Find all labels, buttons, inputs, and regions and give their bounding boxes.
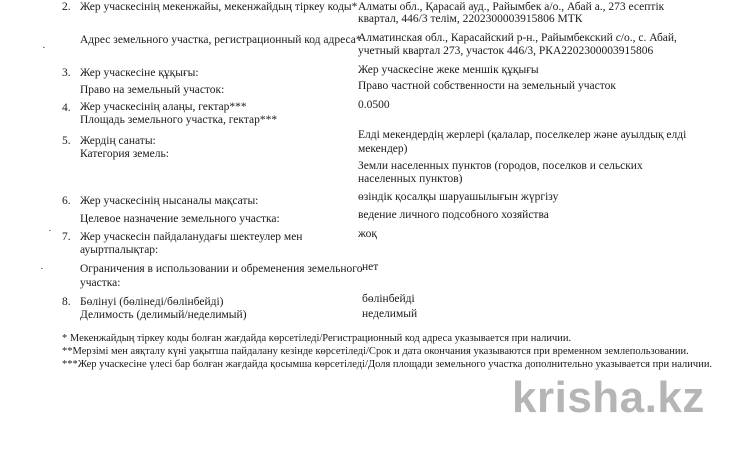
krisha-watermark-logo [512, 373, 705, 423]
row6-value-kz: өзіндік қосалқы шаруашылығын жүргізу [358, 191, 559, 203]
watermark-dot: . [644, 373, 658, 422]
row6-label-ru: Целевое назначение земельного участка: [80, 213, 280, 225]
row2-value-ru-line2: учетный квартал 273, участок 446/3, РКА2202300003915806 [358, 45, 654, 57]
row4-value: 0.0500 [358, 99, 390, 111]
row5-value-kz-line2: мекендер) [358, 143, 408, 155]
row4-label-kz: Жер учаскесінің алаңы, гектар*** [80, 101, 247, 113]
row4-label-ru: Площадь земельного участка, гектар*** [80, 114, 278, 126]
row3-label-kz: Жер учаскесіне құқығы: [80, 67, 199, 79]
row3-number: 3. [62, 67, 71, 79]
row2-value-ru-line1: Алматинская обл., Карасайский р-н., Райымбекский с/о., с. Абай, [358, 32, 677, 44]
row8-label-ru: Делимость (делимый/неделимый) [80, 309, 247, 321]
row7-label-kz-line2: ауыртпалықтар: [80, 244, 159, 256]
row5-value-ru-line2: населенных пунктов) [358, 173, 463, 185]
row8-value-ru: неделимый [362, 308, 418, 320]
margin-tick: ˙ [48, 228, 52, 240]
margin-tick: · [42, 42, 46, 54]
footnote-2: **Мерзімі мен аяқталу күні уақытша пайдалану кезінде көрсетіледі/Срок и дата окончания указываются при временном землепользовании. [62, 346, 689, 357]
row7-value-kz: жоқ [358, 228, 377, 240]
row6-number: 6. [62, 195, 71, 207]
row2-label-kz: Жер учаскесінің мекенжайы, мекенжайдың тіркеу коды* [80, 1, 358, 13]
row2-value-kz-line1: Алматы обл., Қарасай ауд., Райымбек а/о., Абай а., 273 есептік [358, 1, 665, 13]
row8-value-kz: бөлінбейді [362, 293, 415, 305]
row8-label-kz: Бөлінуі (бөлінеді/бөлінбейді) [80, 296, 224, 308]
row2-number: 2. [62, 1, 71, 13]
footnote-3: ***Жер учаскесіне үлесі бар болған жағдайда қосымша көрсетіледі/Доля площади земельного участка дополнительно указывается при наличии. [62, 359, 713, 370]
row5-number: 5. [62, 135, 71, 147]
row8-number: 8. [62, 296, 71, 308]
margin-tick: · [40, 263, 44, 275]
row7-label-kz-line1: Жер учаскесін пайдаланудағы шектеулер мен [80, 231, 303, 243]
row2-value-kz-line2: квартал, 446/3 телім, 2202300003915806 МТК [358, 13, 583, 25]
row2-label-ru: Адрес земельного участка, регистрационный код адреса* [80, 34, 362, 46]
row5-label-kz: Жердің санаты: [80, 135, 156, 147]
row6-label-kz: Жер учаскесінің нысаналы мақсаты: [80, 195, 259, 207]
watermark-brand: krisha [512, 373, 645, 422]
watermark-tld: kz [657, 373, 705, 422]
row4-number: 4. [62, 102, 71, 114]
row7-value-ru: нет [362, 261, 379, 273]
footnote-1: * Мекенжайдың тіркеу коды болған жағдайда көрсетіледі/Регистрационный код адреса указывается при наличии. [62, 333, 572, 344]
row5-label-ru: Категория земель: [80, 148, 169, 160]
row7-label-ru-line1: Ограничения в использовании и обременения земельного [80, 263, 363, 275]
row3-label-ru: Право на земельный участок: [80, 84, 225, 96]
row7-label-ru-line2: участка: [80, 277, 121, 289]
row6-value-ru: ведение личного подсобного хозяйства [358, 209, 549, 221]
row5-value-ru-line1: Земли населенных пунктов (городов, поселков и сельских [358, 160, 643, 172]
row3-value-ru: Право частной собственности на земельный участок [358, 80, 616, 92]
row5-value-kz-line1: Елді мекендердің жерлері (қалалар, поселкелер және ауылдық елді [358, 129, 687, 141]
row3-value-kz: Жер учаскесіне жеке меншік құқығы [358, 64, 539, 76]
row7-number: 7. [62, 231, 71, 243]
